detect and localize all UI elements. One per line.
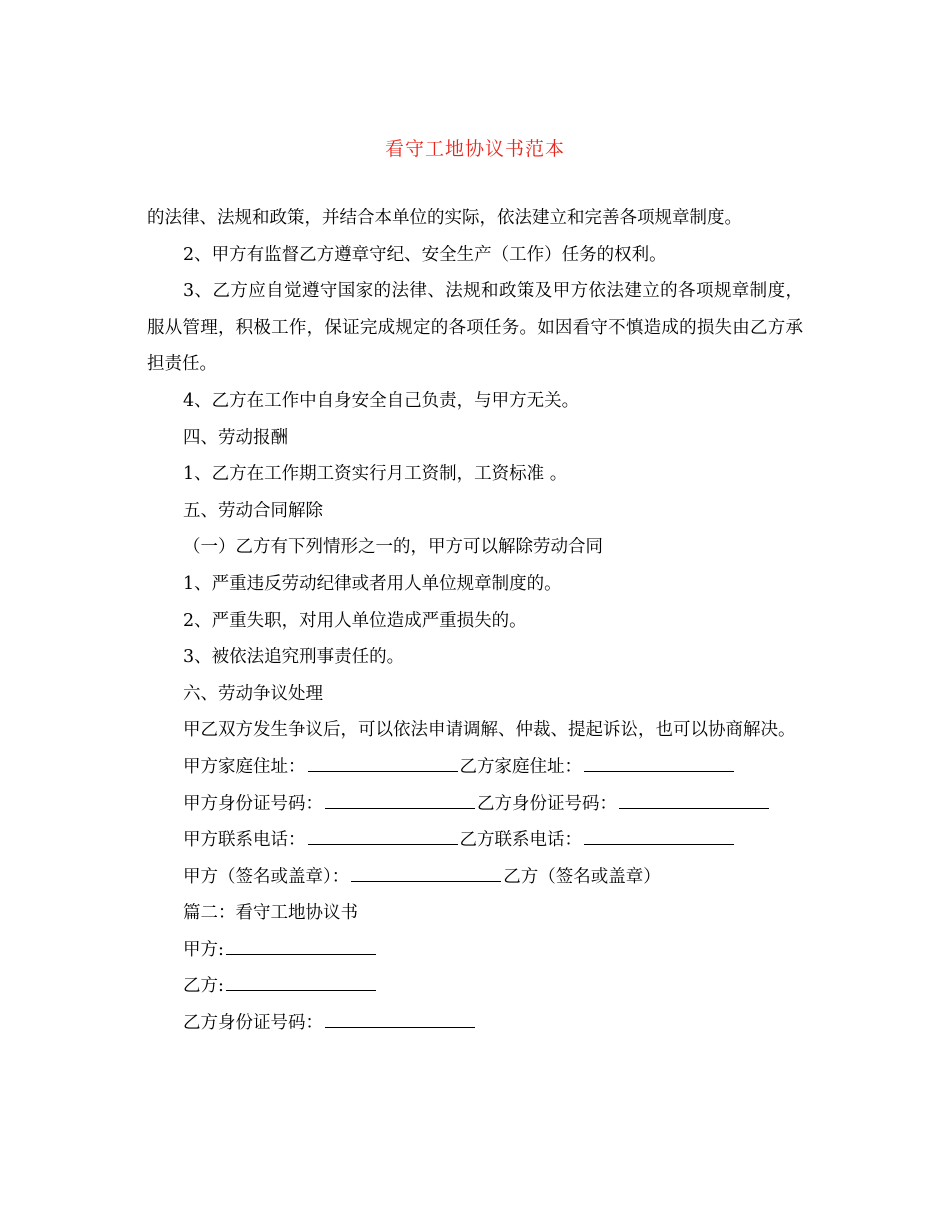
yi-phone-label: 乙方联系电话： (459, 830, 582, 851)
address-row (147, 749, 803, 786)
section-heading: 四、劳动报酬 (183, 427, 288, 448)
yi-phone-blank[interactable] (584, 843, 734, 845)
document-body (147, 200, 803, 1042)
yi-address-blank[interactable] (584, 770, 734, 772)
jia-phone-label: 甲方联系电话： (183, 830, 306, 851)
section-heading: 六、劳动争议处理 (183, 683, 323, 704)
part-two-jia-row (147, 932, 803, 969)
part-two-jia-label: 甲方: (183, 939, 224, 960)
jia-id-blank[interactable] (325, 807, 475, 809)
paragraph: 的法律、法规和政策，并结合本单位的实际，依法建立和完善各项规章制度。 (147, 208, 742, 228)
part-two-jia-blank[interactable] (226, 953, 376, 955)
jia-sign-blank[interactable] (351, 880, 501, 882)
part-two-yi-id-row (147, 1005, 803, 1042)
section-heading: 五、劳动合同解除 (183, 500, 323, 521)
paragraph: 1、乙方在工作期工资实行月工资制，工资标准 。 (183, 464, 568, 485)
paragraph: 3、被依法追究刑事责任的。 (183, 647, 405, 668)
part-two-yi-label: 乙方: (183, 976, 224, 997)
jia-address-label: 甲方家庭住址： (183, 756, 306, 777)
jia-id-label: 甲方身份证号码： (183, 793, 323, 814)
phone-row (147, 822, 803, 859)
part-two-yi-id-label: 乙方身份证号码： (183, 1013, 323, 1034)
document-title: 看守工地协议书范本 (384, 138, 565, 160)
signature-row (147, 859, 803, 896)
yi-id-blank[interactable] (619, 807, 769, 809)
part-two-yi-blank[interactable] (226, 989, 376, 991)
paragraph: 2、严重失职，对用人单位造成严重损失的。 (183, 610, 527, 631)
paragraph: 4、乙方在工作中自身安全自己负责，与甲方无关。 (183, 390, 580, 411)
jia-sign-label: 甲方（签名或盖章）： (183, 866, 350, 887)
paragraph: 1、严重违反劳动纪律或者用人单位规章制度的。 (183, 573, 562, 594)
yi-sign-label: 乙方（签名或盖章） (503, 866, 661, 887)
jia-phone-blank[interactable] (308, 843, 458, 845)
yi-address-label: 乙方家庭住址： (459, 756, 582, 777)
paragraph: （一）乙方有下列情形之一的，甲方可以解除劳动合同 (183, 537, 603, 558)
part-two-yi-id-blank[interactable] (325, 1026, 475, 1028)
paragraph: 2、甲方有监督乙方遵章守纪、安全生产（工作）任务的权利。 (183, 244, 667, 265)
id-row (147, 786, 803, 823)
paragraph: 3、乙方应自觉遵守国家的法律、法规和政策及甲方依法建立的各项规章制度，服从管理，积极工作，保证完成规定的各项任务。如因看守不慎造成的损失由乙方承担责任。 (147, 281, 803, 375)
jia-address-blank[interactable] (308, 770, 458, 772)
paragraph: 甲乙双方发生争议后，可以依法申请调解、仲裁、提起诉讼，也可以协商解决。 (183, 720, 796, 741)
yi-id-label: 乙方身份证号码： (477, 793, 617, 814)
part-two-heading: 篇二：看守工地协议书 (183, 903, 358, 924)
part-two-yi-row (147, 968, 803, 1005)
